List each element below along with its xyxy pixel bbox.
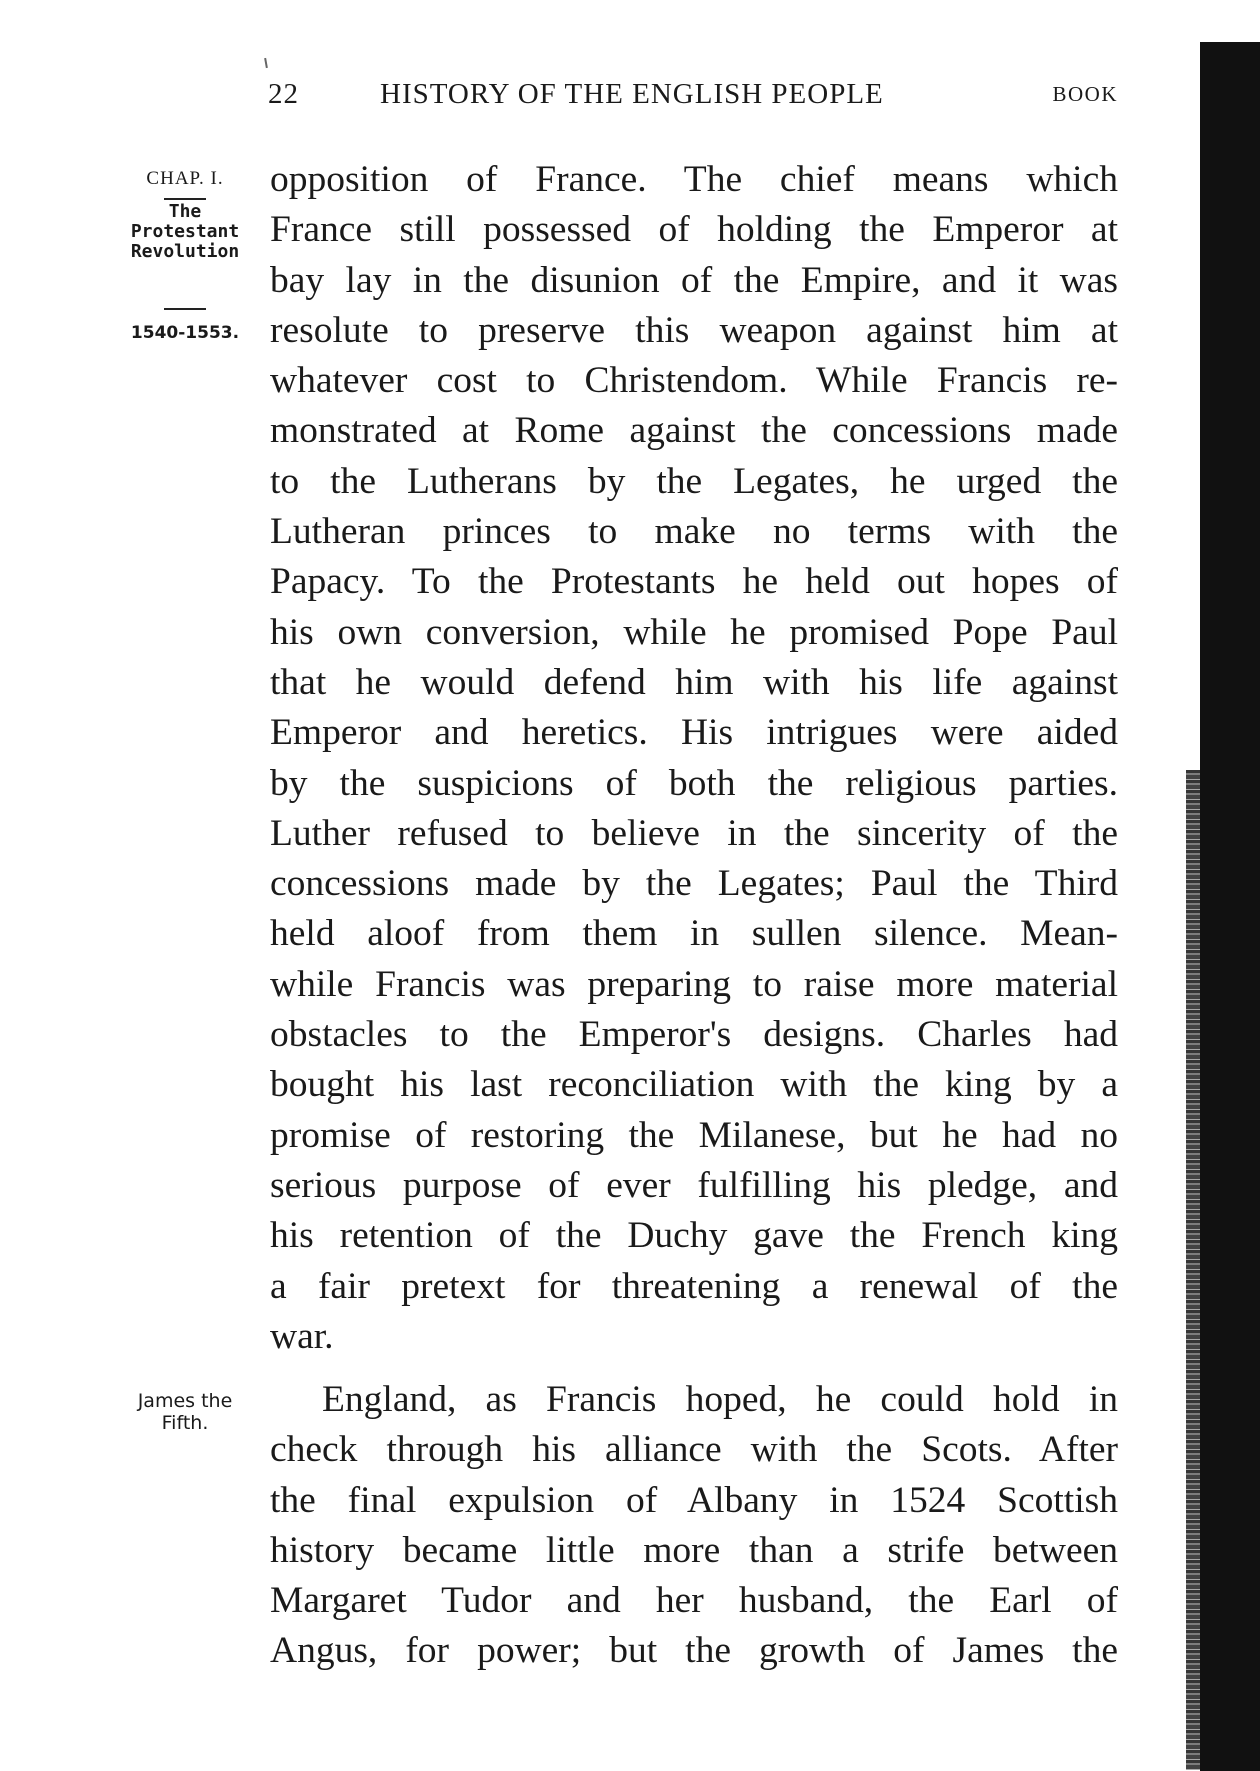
margin-side-title (110, 202, 260, 262)
margin-chapter (110, 168, 260, 204)
text-line: his retention of the Duchy gave the French king (270, 1215, 1118, 1257)
side-title-line: Revolution (130, 241, 240, 262)
side-title-line: The (168, 201, 202, 222)
paragraph-2 (270, 1375, 1118, 1677)
text-line: whatever cost to Christendom. While Francis re- (270, 360, 1118, 402)
text-line: a fair pretext for threatening a renewal of the (270, 1265, 1118, 1307)
text-line: serious purpose of ever fulfilling his pledge, and (270, 1164, 1118, 1206)
text-line: Papacy. To the Protestants he held out hopes of (270, 561, 1118, 603)
text-line: Luther refused to believe in the sincerity of the (270, 812, 1118, 854)
text-line: history became little more than a strife between (270, 1529, 1118, 1571)
text-line: obstacles to the Emperor's designs. Charles had (270, 1014, 1118, 1056)
margin-rule (164, 308, 206, 310)
text-line: Lutheran princes to make no terms with the (270, 511, 1118, 553)
text-line: concessions made by the Legates; Paul the Third (270, 863, 1118, 905)
text-line: the final expulsion of Albany in 1524 Scottish (270, 1479, 1118, 1521)
text-line: by the suspicions of both the religious parties. (270, 762, 1118, 804)
text-line: that he would defend him with his life against (270, 661, 1118, 703)
text-line: while Francis was preparing to raise more material (270, 963, 1118, 1005)
side-title-line: Protestant (130, 221, 240, 242)
margin-rule (164, 198, 206, 200)
text-line: check through his alliance with the Scots. After (270, 1429, 1118, 1471)
text-line: promise of restoring the Milanese, but he had no (270, 1114, 1118, 1156)
section-note-line: James the (137, 1390, 233, 1412)
text-line: monstrated at Rome against the concessions made (270, 410, 1118, 452)
chapter-label: CHAP. I. (146, 168, 224, 189)
text-line: to the Lutherans by the Legates, he urged the (270, 460, 1118, 502)
scan-spine-shadow (1200, 42, 1260, 1771)
text-line: England, as Francis hoped, he could hold in (322, 1379, 1118, 1420)
running-title: HISTORY OF THE ENGLISH PEOPLE (380, 78, 884, 110)
text-line: France still possessed of holding the Emperor at (270, 209, 1118, 251)
text-line: held aloof from them in sullen silence. Mean- (270, 913, 1118, 955)
page-number: 22 (268, 78, 299, 110)
date-range: 1540-1553. (130, 323, 240, 343)
margin-section-note (110, 1390, 260, 1434)
text-line: resolute to preserve this weapon against him at (270, 309, 1118, 351)
text-line: his own conversion, while he promised Pope Paul (270, 611, 1118, 653)
text-line: opposition of France. The chief means which (270, 159, 1118, 200)
text-line: Margaret Tudor and her husband, the Earl of (270, 1580, 1118, 1622)
section-note-line: Fifth. (161, 1412, 209, 1434)
text-line: bay lay in the disunion of the Empire, and it was (270, 259, 1118, 301)
text-line: bought his last reconciliation with the king by a (270, 1064, 1118, 1106)
running-header (268, 78, 1118, 118)
text-line: Angus, for power; but the growth of James the (270, 1630, 1118, 1672)
margin-dates (110, 322, 260, 344)
text-line: war. (270, 1315, 334, 1357)
paragraph-1 (270, 155, 1118, 1362)
running-book-label: BOOK (1052, 82, 1118, 106)
scan-mark (264, 58, 268, 68)
text-line: Emperor and heretics. His intrigues were aided (270, 712, 1118, 754)
